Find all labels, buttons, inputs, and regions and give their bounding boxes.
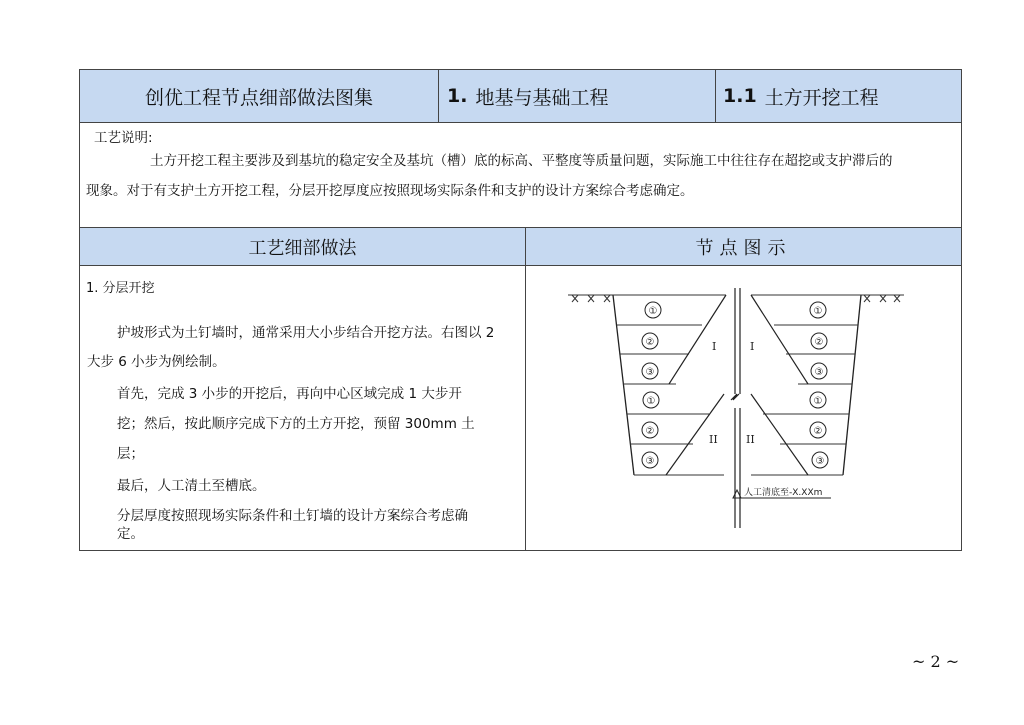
layer-lines-right bbox=[751, 295, 861, 475]
step-3-lower-right: ③ bbox=[815, 456, 825, 467]
process-description bbox=[79, 122, 962, 228]
details-column bbox=[80, 266, 526, 550]
big-step-II-left: II bbox=[709, 433, 718, 446]
paragraph-3: 最后，人工清土至槽底。 bbox=[117, 478, 266, 494]
step-1-lower-right: ① bbox=[813, 396, 823, 407]
paragraph-4-line-2: 定。 bbox=[117, 526, 144, 542]
section-name: 土方开挖工程 bbox=[764, 86, 879, 109]
step-2-lower-left: ② bbox=[645, 426, 655, 437]
description-line-1: 土方开挖工程主要涉及到基坑的稳定安全及基坑（槽）底的标高、平整度等质量问题，实际施工中往往存在超挖或支护滞后的 bbox=[150, 153, 893, 169]
big-step-labels bbox=[709, 340, 755, 446]
section-title bbox=[716, 70, 961, 122]
content-row bbox=[79, 266, 962, 551]
subheader-row bbox=[79, 228, 962, 266]
diagram-heading: 节点图示 bbox=[695, 237, 792, 259]
step-3-upper-right: ③ bbox=[814, 367, 824, 378]
section-number: 1.1 bbox=[723, 85, 757, 107]
step-2-upper-left: ② bbox=[645, 337, 655, 348]
chapter-name: 地基与基础工程 bbox=[475, 86, 609, 109]
paragraph-2-line-3: 层； bbox=[117, 446, 144, 462]
excavation-diagram bbox=[526, 266, 961, 550]
big-step-I-left: I bbox=[712, 340, 717, 353]
big-step-II-right: II bbox=[746, 433, 755, 446]
diagram-column bbox=[526, 266, 961, 550]
big-step-I-right: I bbox=[750, 340, 755, 353]
paragraph-1-line-2: 大步 6 小步为例绘制。 bbox=[87, 354, 226, 370]
paragraph-1-line-1: 护坡形式为土钉墙时，通常采用大小步结合开挖方法。右图以 2 bbox=[117, 325, 495, 341]
step-3-upper-left: ③ bbox=[645, 367, 655, 378]
details-heading: 工艺细部做法 bbox=[80, 228, 526, 265]
description-line-2: 现象。对于有支护土方开挖工程，分层开挖厚度应按照现场实际条件和支护的设计方案综合考虑确定。 bbox=[86, 183, 694, 199]
chapter-title bbox=[439, 70, 716, 122]
ground-hatch-right bbox=[864, 295, 900, 302]
step-1-upper-right: ① bbox=[813, 306, 823, 317]
ground-hatch-left bbox=[572, 295, 610, 302]
step-3-lower-left: ③ bbox=[645, 456, 655, 467]
step-2-upper-right: ② bbox=[814, 337, 824, 348]
item-title: 1. 分层开挖 bbox=[86, 281, 155, 296]
step-2-lower-right: ② bbox=[813, 426, 823, 437]
page-number: ~ 2 ~ bbox=[912, 652, 960, 671]
chapter-number: 1. bbox=[447, 85, 468, 107]
pit-wall-left bbox=[613, 295, 634, 475]
paragraph-4-line-1: 分层厚度按照现场实际条件和土钉墙的设计方案综合考虑确 bbox=[117, 508, 468, 524]
pit-wall-right bbox=[843, 295, 861, 475]
step-1-upper-left: ① bbox=[648, 306, 658, 317]
paragraph-2-line-1: 首先，完成 3 小步的开挖后，再向中心区域完成 1 大步开 bbox=[117, 386, 462, 402]
big-step-diagonals bbox=[666, 295, 808, 475]
document-sheet bbox=[79, 69, 962, 551]
description-label: 工艺说明: bbox=[94, 130, 153, 146]
bottom-clearing-note: 人工清底至-X.XXm bbox=[744, 488, 823, 498]
step-1-lower-left: ① bbox=[646, 396, 656, 407]
title-row bbox=[79, 69, 962, 123]
atlas-title: 创优工程节点细部做法图集 bbox=[80, 70, 439, 122]
paragraph-2-line-2: 挖；然后，按此顺序完成下方的土方开挖，预留 300mm 土 bbox=[117, 416, 475, 432]
